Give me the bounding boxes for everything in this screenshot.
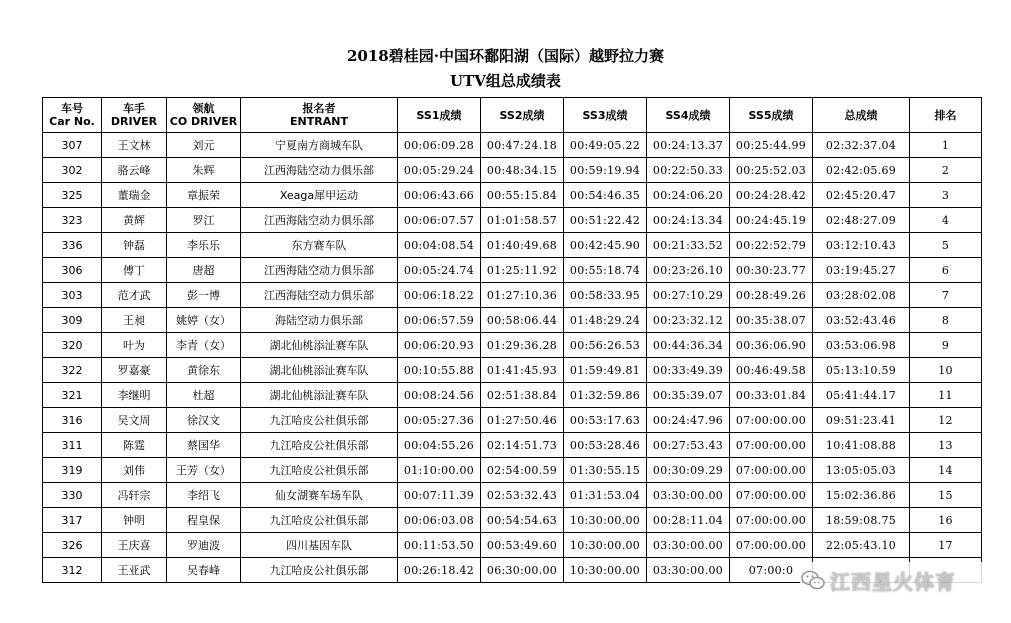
cell-driver: 王亚武 [102,558,167,583]
cell-car-no: 330 [43,483,102,508]
cell-co-driver: 蔡国华 [167,433,241,458]
cell-car-no: 319 [43,458,102,483]
cell-car-no: 323 [43,208,102,233]
cell-ss4: 00:24:13.34 [647,208,730,233]
page-title: 2018碧桂园·中国环鄱阳湖（国际）越野拉力赛 [347,47,664,65]
cell-ss1: 00:05:24.74 [398,258,481,283]
cell-driver: 罗嘉豪 [102,358,167,383]
cell-ss4: 00:22:50.33 [647,158,730,183]
cell-driver: 吴文周 [102,408,167,433]
col-ss4: SS4成绩 [647,98,730,133]
cell-ss2: 01:25:11.92 [481,258,564,283]
cell-car-no: 306 [43,258,102,283]
cell-co-driver: 刘元 [167,133,241,158]
cell-ss2: 01:40:49.68 [481,233,564,258]
cell-ss1: 00:06:09.28 [398,133,481,158]
cell-ss1: 01:10:00.00 [398,458,481,483]
cell-total: 02:45:20.47 [813,183,910,208]
cell-rank: 14 [910,458,982,483]
cell-ss5: 07:00:00.00 [730,508,813,533]
cell-ss5: 00:25:52.03 [730,158,813,183]
cell-ss1: 00:08:24.56 [398,383,481,408]
cell-ss1: 00:06:03.08 [398,508,481,533]
cell-rank: 4 [910,208,982,233]
cell-ss5: 07:00:00.00 [730,458,813,483]
cell-ss2: 02:54:00.59 [481,458,564,483]
cell-driver: 王文林 [102,133,167,158]
cell-rank: 11 [910,383,982,408]
table-row [43,283,982,308]
cell-ss3: 10:30:00.00 [564,508,647,533]
cell-ss2: 00:55:15.84 [481,183,564,208]
cell-ss1: 00:05:29.24 [398,158,481,183]
cell-ss5: 00:24:45.19 [730,208,813,233]
table-row [43,308,982,333]
cell-rank: 16 [910,508,982,533]
cell-ss4: 00:24:06.20 [647,183,730,208]
cell-rank: 3 [910,183,982,208]
cell-ss4: 00:21:33.52 [647,233,730,258]
cell-ss4: 03:30:00.00 [647,558,730,583]
cell-car-no: 302 [43,158,102,183]
cell-co-driver: 杜超 [167,383,241,408]
cell-total: 02:42:05.69 [813,158,910,183]
cell-rank: 15 [910,483,982,508]
table-row [43,133,982,158]
cell-ss5: 07:00:00.00 [730,433,813,458]
cell-driver: 刘伟 [102,458,167,483]
cell-ss5: 00:35:38.07 [730,308,813,333]
cell-rank: 6 [910,258,982,283]
cell-ss1: 00:06:07.57 [398,208,481,233]
cell-driver: 钟明 [102,508,167,533]
cell-ss4: 03:30:00.00 [647,483,730,508]
cell-entrant: 九江哈皮公社俱乐部 [241,458,398,483]
cell-total: 18:59:08.75 [813,508,910,533]
cell-car-no: 309 [43,308,102,333]
cell-driver: 陈霆 [102,433,167,458]
cell-car-no: 326 [43,533,102,558]
cell-rank: 9 [910,333,982,358]
cell-rank: 1 [910,133,982,158]
table-row [43,258,982,283]
wechat-icon [800,567,826,593]
cell-ss1: 00:26:18.42 [398,558,481,583]
cell-ss2: 02:51:38.84 [481,383,564,408]
cell-driver: 傅丁 [102,258,167,283]
cell-total: 02:32:37.04 [813,133,910,158]
cell-total: 15:02:36.86 [813,483,910,508]
cell-car-no: 317 [43,508,102,533]
cell-ss4: 03:30:00.00 [647,533,730,558]
cell-car-no: 325 [43,183,102,208]
cell-ss4: 00:35:39.07 [647,383,730,408]
cell-co-driver: 姚婷（女） [167,308,241,333]
cell-ss4: 00:23:32.12 [647,308,730,333]
cell-ss1: 00:07:11.39 [398,483,481,508]
cell-ss2: 06:30:00.00 [481,558,564,583]
cell-entrant: 东方赛车队 [241,233,398,258]
cell-entrant: 四川基因车队 [241,533,398,558]
cell-ss2: 02:53:32.43 [481,483,564,508]
cell-driver: 冯轩宗 [102,483,167,508]
cell-total: 22:05:43.10 [813,533,910,558]
cell-ss3: 00:55:18.74 [564,258,647,283]
cell-rank: 2 [910,158,982,183]
cell-total: 13:05:05.03 [813,458,910,483]
cell-ss1: 00:11:53.50 [398,533,481,558]
col-rank: 排名 [910,98,982,133]
cell-rank: 12 [910,408,982,433]
table-row [43,183,982,208]
cell-co-driver: 李绍飞 [167,483,241,508]
cell-driver: 骆云峰 [102,158,167,183]
cell-ss3: 01:59:49.81 [564,358,647,383]
cell-co-driver: 罗江 [167,208,241,233]
cell-ss3: 10:30:00.00 [564,558,647,583]
watermark [800,562,990,598]
cell-total: 10:41:08.88 [813,433,910,458]
cell-ss3: 00:53:17.63 [564,408,647,433]
cell-ss4: 00:24:13.37 [647,133,730,158]
cell-ss5: 00:36:06.90 [730,333,813,358]
cell-total: 03:12:10.43 [813,233,910,258]
cell-ss1: 00:06:57.59 [398,308,481,333]
cell-ss3: 00:56:26.53 [564,333,647,358]
col-car-no: 车号 Car No. [43,98,102,133]
cell-car-no: 336 [43,233,102,258]
cell-ss5: 00:22:52.79 [730,233,813,258]
cell-rank: 10 [910,358,982,383]
cell-entrant: 湖北仙桃添沚赛车队 [241,358,398,383]
cell-car-no: 321 [43,383,102,408]
cell-ss4: 00:23:26.10 [647,258,730,283]
cell-ss4: 00:27:10.29 [647,283,730,308]
col-total: 总成绩 [813,98,910,133]
table-row [43,358,982,383]
col-driver: 车手 DRIVER [102,98,167,133]
cell-ss2: 01:29:36.28 [481,333,564,358]
cell-total: 02:48:27.09 [813,208,910,233]
cell-ss2: 01:27:50.46 [481,408,564,433]
col-ss2: SS2成绩 [481,98,564,133]
table-row [43,208,982,233]
cell-ss3: 01:48:29.24 [564,308,647,333]
cell-ss2: 00:53:49.60 [481,533,564,558]
cell-ss1: 00:04:55.26 [398,433,481,458]
cell-entrant: 海陆空动力俱乐部 [241,308,398,333]
cell-car-no: 322 [43,358,102,383]
page-subtitle: UTV组总成绩表 [450,72,561,90]
cell-rank: 17 [910,533,982,558]
cell-ss3: 10:30:00.00 [564,533,647,558]
cell-ss1: 00:06:43.66 [398,183,481,208]
cell-total: 03:28:02.08 [813,283,910,308]
table-row [43,483,982,508]
table-row [43,158,982,183]
cell-ss2: 02:14:51.73 [481,433,564,458]
cell-ss5: 00:33:01.84 [730,383,813,408]
cell-rank: 13 [910,433,982,458]
cell-ss1: 00:06:18.22 [398,283,481,308]
cell-ss5: 00:25:44.99 [730,133,813,158]
col-ss1: SS1成绩 [398,98,481,133]
col-ss3: SS3成绩 [564,98,647,133]
table-row [43,383,982,408]
cell-ss3: 00:49:05.22 [564,133,647,158]
cell-ss3: 00:59:19.94 [564,158,647,183]
table-row [43,433,982,458]
cell-co-driver: 黄徐东 [167,358,241,383]
cell-ss5: 00:28:49.26 [730,283,813,308]
cell-ss4: 00:44:36.34 [647,333,730,358]
cell-ss4: 00:28:11.04 [647,508,730,533]
cell-ss5: 00:24:28.42 [730,183,813,208]
cell-co-driver: 唐超 [167,258,241,283]
cell-co-driver: 章振荣 [167,183,241,208]
cell-total: 03:53:06.98 [813,333,910,358]
cell-ss4: 00:33:49.39 [647,358,730,383]
cell-entrant: 江西海陆空动力俱乐部 [241,158,398,183]
cell-ss4: 00:30:09.29 [647,458,730,483]
cell-total: 05:13:10.59 [813,358,910,383]
cell-entrant: 九江哈皮公社俱乐部 [241,508,398,533]
cell-entrant: Xeaga犀甲运动 [241,183,398,208]
cell-ss3: 00:58:33.95 [564,283,647,308]
cell-entrant: 湖北仙桃添沚赛车队 [241,383,398,408]
table-row [43,508,982,533]
watermark-text: 江西星火体育 [830,569,956,594]
cell-ss2: 01:27:10.36 [481,283,564,308]
cell-rank: 8 [910,308,982,333]
cell-ss2: 01:01:58.57 [481,208,564,233]
cell-ss1: 00:05:27.36 [398,408,481,433]
cell-ss1: 00:04:08.54 [398,233,481,258]
cell-co-driver: 吴春峰 [167,558,241,583]
cell-total: 05:41:44.17 [813,383,910,408]
cell-co-driver: 朱辉 [167,158,241,183]
cell-driver: 钟磊 [102,233,167,258]
table-row [43,533,982,558]
cell-driver: 李继明 [102,383,167,408]
cell-driver: 王庆喜 [102,533,167,558]
cell-ss3: 00:54:46.35 [564,183,647,208]
cell-driver: 黄辉 [102,208,167,233]
cell-co-driver: 李乐乐 [167,233,241,258]
cell-entrant: 江西海陆空动力俱乐部 [241,208,398,233]
header-row [43,98,982,133]
table-row [43,408,982,433]
cell-car-no: 303 [43,283,102,308]
cell-entrant: 九江哈皮公社俱乐部 [241,408,398,433]
cell-entrant: 九江哈皮公社俱乐部 [241,433,398,458]
cell-ss5: 07:00:00.00 [730,533,813,558]
cell-total: 03:19:45.27 [813,258,910,283]
cell-ss4: 00:24:47.96 [647,408,730,433]
cell-ss2: 00:47:24.18 [481,133,564,158]
cell-co-driver: 王芳（女） [167,458,241,483]
cell-total: 03:52:43.46 [813,308,910,333]
cell-rank: 5 [910,233,982,258]
cell-ss5: 00:30:23.77 [730,258,813,283]
cell-driver: 王昶 [102,308,167,333]
cell-entrant: 仙女湖赛车场车队 [241,483,398,508]
cell-ss2: 01:41:45.93 [481,358,564,383]
cell-ss2: 00:54:54.63 [481,508,564,533]
col-entrant: 报名者 ENTRANT [241,98,398,133]
cell-car-no: 312 [43,558,102,583]
cell-entrant: 湖北仙桃添沚赛车队 [241,333,398,358]
cell-ss3: 00:42:45.90 [564,233,647,258]
cell-entrant: 宁夏南方商城车队 [241,133,398,158]
cell-ss1: 00:10:55.88 [398,358,481,383]
cell-ss2: 00:58:06.44 [481,308,564,333]
results-table [42,97,982,583]
cell-ss5: 07:00:0 [730,558,813,583]
cell-co-driver: 彭一博 [167,283,241,308]
table-row [43,233,982,258]
col-ss5: SS5成绩 [730,98,813,133]
cell-co-driver: 罗迪波 [167,533,241,558]
cell-ss5: 07:00:00.00 [730,483,813,508]
table-row [43,333,982,358]
cell-ss1: 00:06:20.93 [398,333,481,358]
cell-entrant: 江西海陆空动力俱乐部 [241,258,398,283]
cell-co-driver: 李青（女） [167,333,241,358]
cell-co-driver: 徐汉文 [167,408,241,433]
cell-ss5: 00:46:49.58 [730,358,813,383]
cell-ss3: 01:31:53.04 [564,483,647,508]
cell-driver: 叶为 [102,333,167,358]
cell-ss3: 00:51:22.42 [564,208,647,233]
cell-rank: 7 [910,283,982,308]
cell-ss3: 01:30:55.15 [564,458,647,483]
cell-car-no: 320 [43,333,102,358]
cell-car-no: 316 [43,408,102,433]
table-row [43,458,982,483]
cell-entrant: 江西海陆空动力俱乐部 [241,283,398,308]
cell-co-driver: 程皇保 [167,508,241,533]
col-co-driver: 领航 CO DRIVER [167,98,241,133]
cell-ss4: 00:27:53.43 [647,433,730,458]
cell-ss5: 07:00:00.00 [730,408,813,433]
cell-car-no: 311 [43,433,102,458]
cell-driver: 董瑞金 [102,183,167,208]
cell-entrant: 九江哈皮公社俱乐部 [241,558,398,583]
cell-ss3: 01:32:59.86 [564,383,647,408]
cell-ss2: 00:48:34.15 [481,158,564,183]
cell-driver: 范才武 [102,283,167,308]
cell-car-no: 307 [43,133,102,158]
cell-ss3: 00:53:28.46 [564,433,647,458]
cell-total: 09:51:23.41 [813,408,910,433]
